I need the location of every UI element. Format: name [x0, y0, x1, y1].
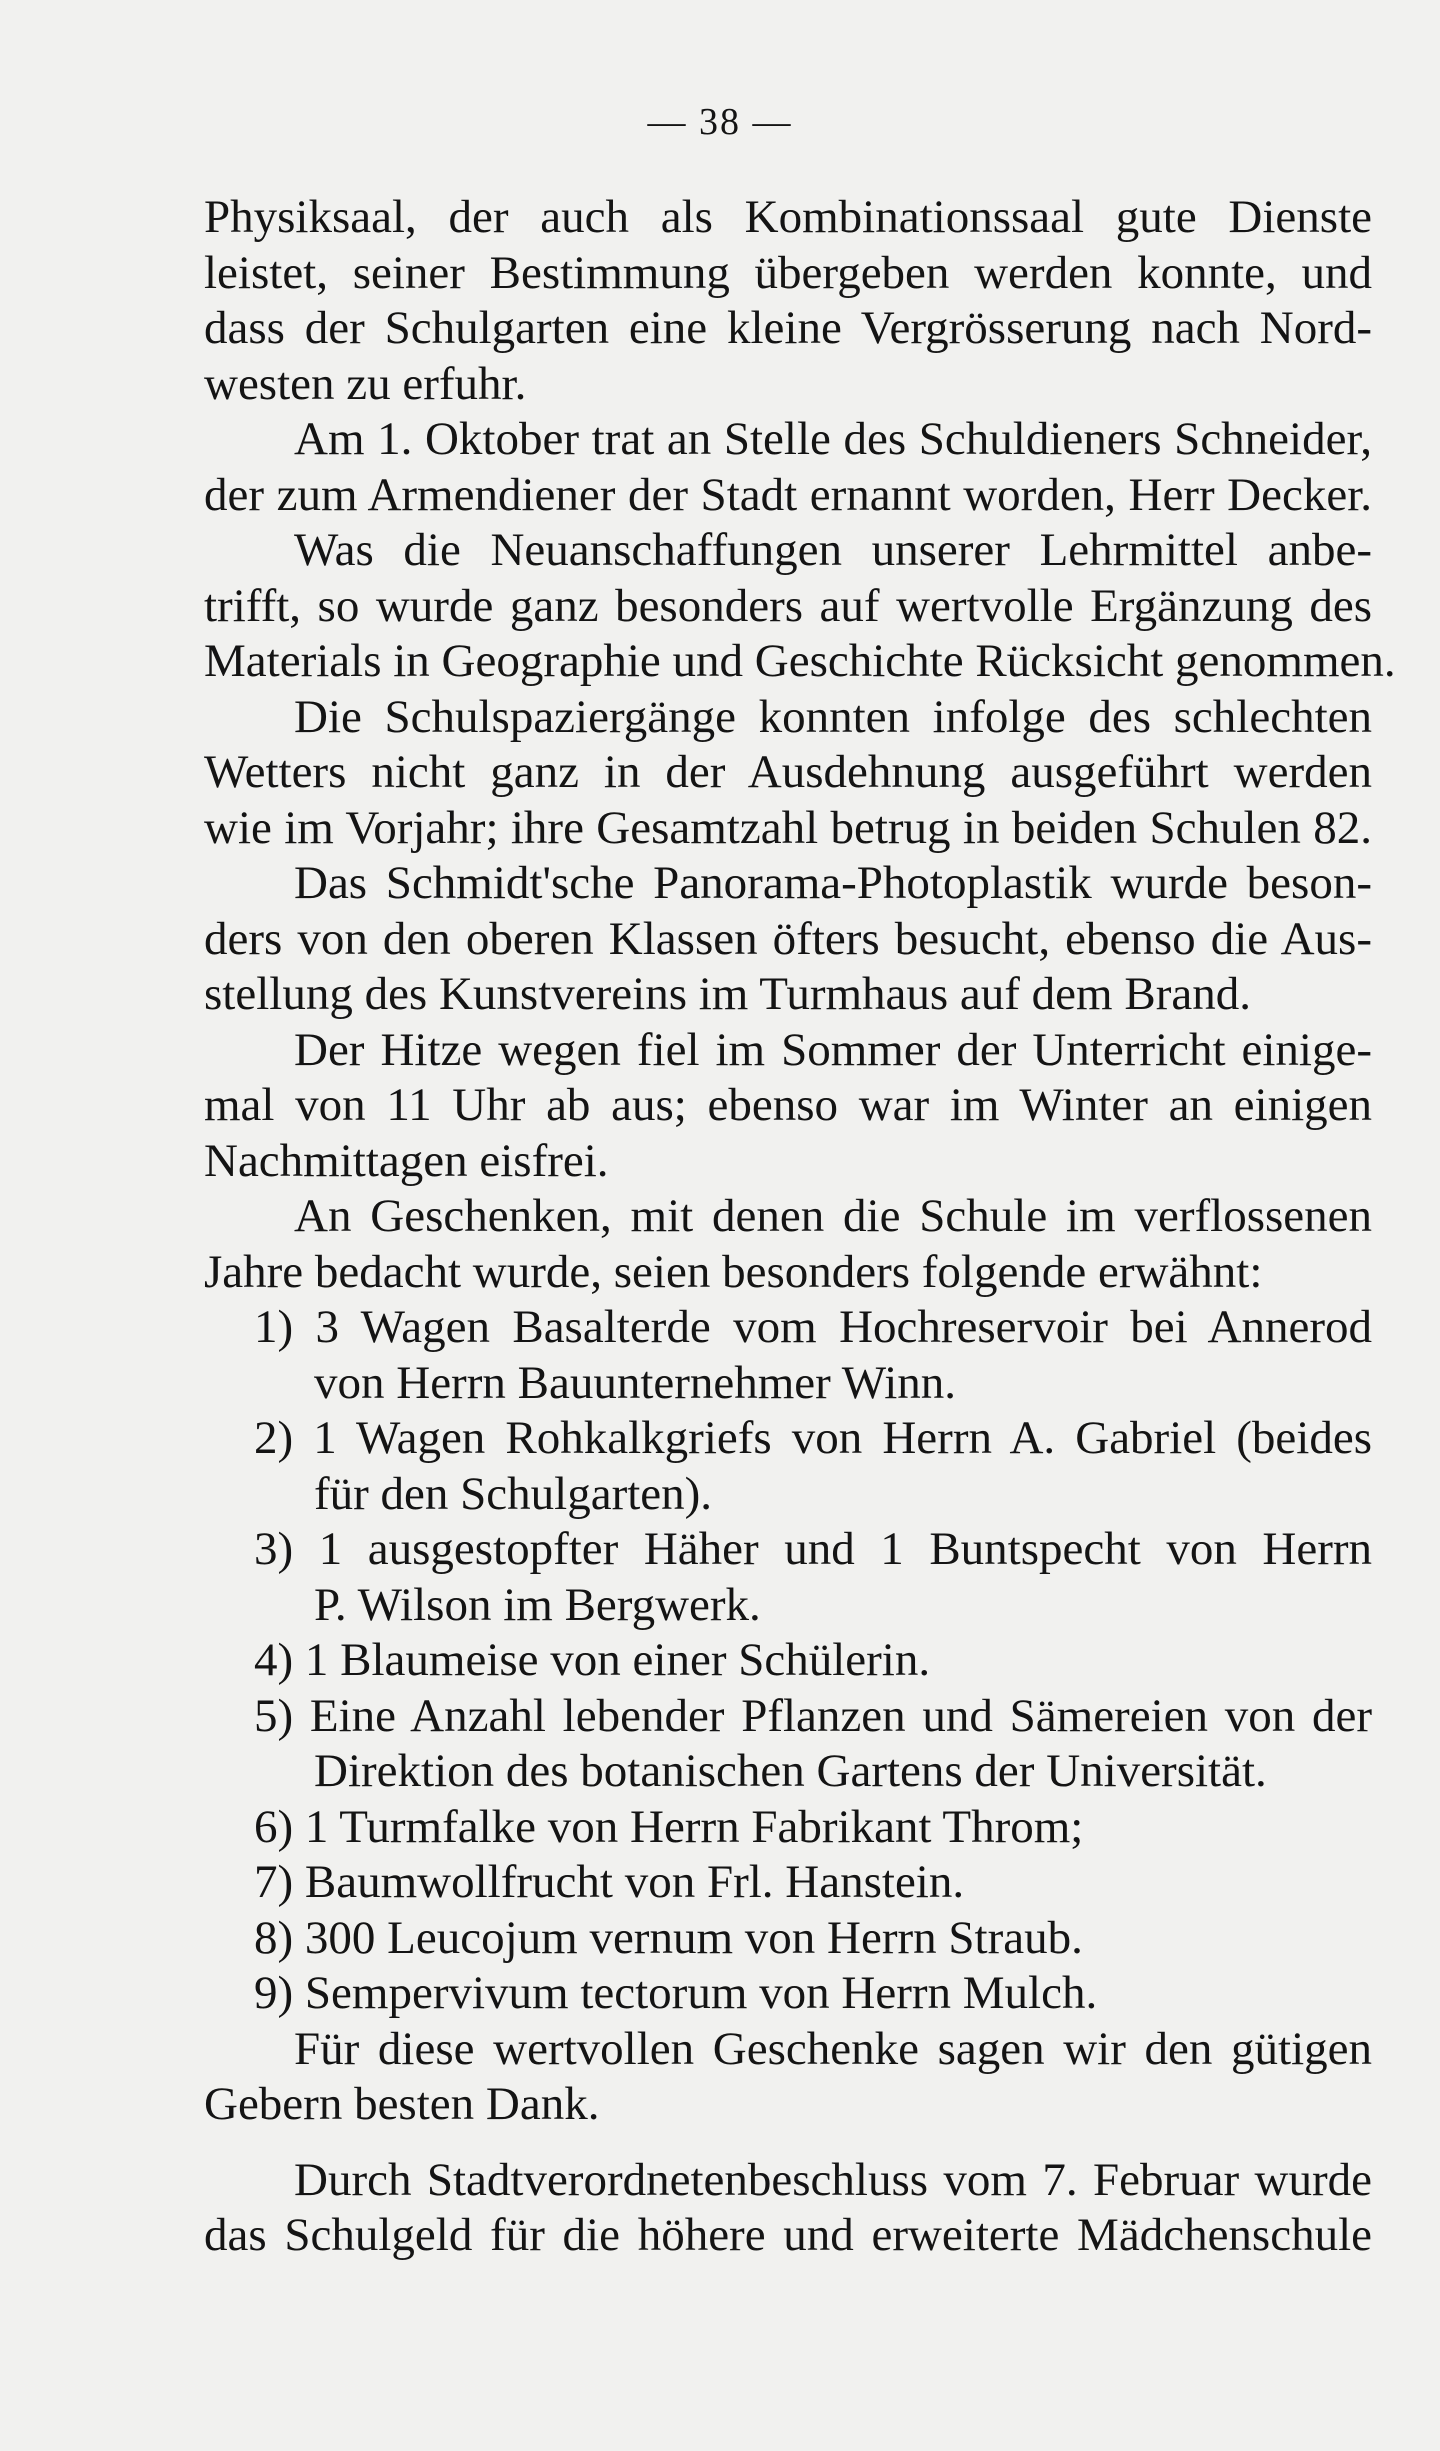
text-line: 7) Baumwollfrucht von Frl. Hanstein.	[254, 1856, 965, 1908]
text-line: 8) 300 Leucojum vernum von Herrn Straub.	[254, 1911, 1083, 1964]
text-line: 9) Sempervivum tectorum von Herrn Mulch.	[254, 1967, 1098, 2019]
text-line: Der Hitze wegen fiel im Sommer der Unterricht einige-	[294, 1023, 1372, 1076]
text-line: ders von den oberen Klassen öfters besucht, ebenso die Aus-	[204, 912, 1372, 965]
text-line: Was die Neuanschaffungen unserer Lehrmittel anbe-	[294, 524, 1372, 576]
text-line: 2) 1 Wagen Rohkalkgriefs von Herrn A. Gabriel (beides	[254, 1412, 1372, 1464]
text-line: Am 1. Oktober trat an Stelle des Schuldieners Schneider,	[294, 413, 1372, 465]
text-line: wie im Vorjahr; ihre Gesamtzahl betrug in beiden Schulen 82.	[204, 801, 1372, 854]
text-line: Wetters nicht ganz in der Ausdehnung ausgeführt werden	[204, 746, 1372, 798]
text-line: 6) 1 Turmfalke von Herrn Fabrikant Throm;	[254, 1800, 1084, 1853]
text-line: Jahre bedacht wurde, seien besonders folgende erwähnt:	[204, 1245, 1263, 1298]
text-line: das Schulgeld für die höhere und erweiterte Mädchenschule	[204, 2209, 1372, 2261]
paragraph-gap	[204, 2133, 1372, 2153]
text-line: Die Schulspaziergänge konnten infolge des schlechten	[294, 690, 1372, 743]
text-line: Physiksaal, der auch als Kombinationssaal gute Dienste	[204, 191, 1372, 243]
text-line: Das Schmidt'sche Panorama-Photoplastik wurde beson-	[294, 857, 1372, 909]
text-line: An Geschenken, mit denen die Schule im verflossenen	[294, 1190, 1372, 1242]
text-line: Materials in Geographie und Geschichte Rücksicht genommen.	[204, 635, 1396, 687]
text-line: Durch Stadtverordnetenbeschluss vom 7. Februar wurde	[294, 2153, 1372, 2206]
text-line: dass der Schulgarten eine kleine Vergrösserung nach Nord-	[204, 302, 1372, 354]
text-line: 5) Eine Anzahl lebender Pflanzen und Sämereien von der	[254, 1689, 1372, 1742]
text-line: trifft, so wurde ganz besonders auf wertvolle Ergänzung des	[204, 579, 1372, 632]
body-text	[204, 190, 1396, 2264]
text-line: mal von 11 Uhr ab aus; ebenso war im Winter an einigen	[204, 1079, 1372, 1131]
text-line: Für diese wertvollen Geschenke sagen wir den gütigen	[294, 2022, 1372, 2075]
text-line: Gebern besten Dank.	[204, 2078, 600, 2130]
text-line: Nachmittagen eisfrei.	[204, 1134, 609, 1187]
text-line: westen zu erfuhr.	[204, 357, 527, 410]
text-line: P. Wilson im Bergwerk.	[314, 1578, 761, 1631]
text-line: von Herrn Bauunternehmer Winn.	[314, 1356, 957, 1409]
text-line: 1) 3 Wagen Basalterde vom Hochreservoir bei Annerod	[254, 1301, 1372, 1353]
text-line: für den Schulgarten).	[314, 1467, 713, 1520]
page-number: — 38 —	[647, 101, 793, 143]
text-line: leistet, seiner Bestimmung übergeben werden konnte, und	[204, 246, 1372, 299]
text-line: 4) 1 Blaumeise von einer Schülerin.	[254, 1634, 931, 1686]
text-line: 3) 1 ausgestopfter Häher und 1 Buntspecht von Herrn	[254, 1523, 1372, 1575]
text-line: Direktion des botanischen Gartens der Universität.	[314, 1745, 1267, 1797]
text-line: der zum Armendiener der Stadt ernannt worden, Herr Decker.	[204, 468, 1372, 521]
text-line: stellung des Kunstvereins im Turmhaus auf dem Brand.	[204, 968, 1251, 1020]
